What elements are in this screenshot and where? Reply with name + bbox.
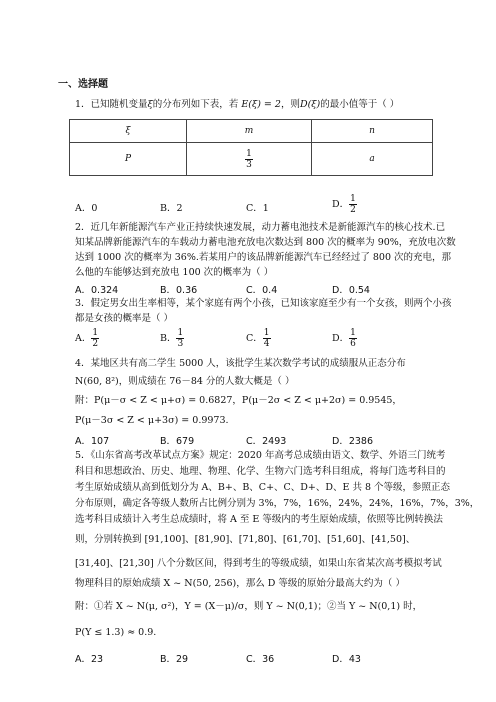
q3-option-b[interactable]: B． $\frac{1}{3}$	[160, 328, 184, 349]
q4-option-b[interactable]: B．679	[160, 436, 195, 447]
q5-line: 5．《山东省高考改革试点方案》规定：2020 年高考总成绩由语文、数学、外语三门统考	[75, 450, 446, 461]
q2-option-c[interactable]: C．0.4	[246, 285, 278, 296]
q5-line: 考生原始成绩从高到低划分为 A、B+、B、C+、C、D+、D、E 共 8 个等级，参照正态	[75, 482, 451, 493]
q5-line: 选考科目成绩计入考生总成绩时，将 A 至 E 等级内的考生原始成绩，依照等比例转换法	[75, 514, 443, 525]
section-title: 一、选择题	[58, 79, 108, 90]
q3-option-d[interactable]: D． $\frac{1}{6}$	[332, 328, 356, 349]
q1-text-b: 的分布列如下表，若	[152, 99, 239, 110]
fraction: $\frac{1}{2}$	[350, 194, 356, 215]
q2-line: 么他的车能够达到充放电 100 次的概率为（ ）	[75, 267, 274, 278]
q2-line: 知某品牌新能源汽车的车载动力蓄电池充放电次数达到 800 次的概率为 90%，充放电次数	[75, 237, 456, 248]
fraction: $\frac{1}{3}$	[177, 328, 184, 349]
q4-line: 附：P(μ－σ < Z < μ+σ) = 0.6827，P(μ－2σ < Z < μ+2σ) = 0.9545，	[75, 395, 402, 406]
q1-text-a: 1．已知随机变量	[75, 99, 148, 110]
q4-option-d[interactable]: D．2386	[332, 436, 373, 447]
q5-option-b[interactable]: B．29	[160, 654, 189, 665]
distribution-table	[69, 119, 433, 176]
table-cell: n	[312, 120, 433, 143]
table-cell: ξ	[70, 120, 187, 143]
q5-line: 物理科目的原始成绩 X ~ N(50, 256)，那么 D 等级的原始分最高大约为（ ）	[75, 578, 405, 589]
q4-option-a[interactable]: A．107	[75, 436, 110, 447]
q5-option-c[interactable]: C．36	[246, 654, 275, 665]
q1-text-d: 的最小值等于（ ）	[320, 99, 400, 110]
q5-line: 则，分别转换到 [91,100]、[81,90]、[71,80]、[61,70]、[51,60]、[41,50]、	[75, 534, 416, 545]
fraction: $\frac{1}{3}$	[246, 148, 252, 170]
q1-cond: E(ξ) = 2	[241, 99, 281, 110]
q2-option-a[interactable]: A．0.324	[75, 285, 119, 296]
q1-option-a[interactable]: A．0	[75, 203, 98, 214]
q1-text-c: ，则	[280, 99, 300, 110]
q1-var: ξ	[147, 99, 153, 110]
q3-line: 3．假定男女出生率相等，某个家庭有两个小孩，已知该家庭至少有一个女孩，则两个小孩	[75, 298, 452, 309]
q3-option-a[interactable]: A． $\frac{1}{2}$	[75, 328, 99, 349]
q5-line: 分布原则，确定各等级人数所占比例分别为 3%，7%，16%，24%，24%，16%，7%，3%，	[75, 498, 480, 509]
q2-line: 达到 1000 次的概率为 36%.若某用户的该品牌新能源汽车已经经过了 800 次的充电，那	[75, 252, 452, 263]
table-cell: m	[187, 120, 312, 143]
q4-line: N(60, 8²)，则成绩在 76－84 分的人数大概是（ ）	[75, 376, 295, 387]
q1-stem	[75, 98, 399, 111]
q1-option-b[interactable]: B．2	[160, 203, 183, 214]
table-cell	[187, 143, 312, 176]
q5-line: P(Y ≤ 1.3) ≈ 0.9.	[75, 627, 157, 638]
q4-line: 4．某地区共有高二学生 5000 人，该批学生某次数学考试的成绩服从正态分布	[75, 358, 406, 369]
fraction: $\frac{1}{6}$	[350, 328, 356, 349]
fraction: $\frac{1}{2}$	[92, 328, 99, 349]
q4-option-c[interactable]: C．2493	[246, 436, 287, 447]
q1-option-c[interactable]: C．1	[246, 203, 269, 214]
q5-option-a[interactable]: A．23	[75, 654, 104, 665]
table-cell: P	[70, 143, 187, 176]
q3-option-c[interactable]: C． $\frac{1}{4}$	[246, 328, 270, 349]
table-cell: a	[312, 143, 433, 176]
q2-option-b[interactable]: B．0.36	[160, 285, 198, 296]
q4-line: P(μ－3σ < Z < μ+3σ) = 0.9973.	[75, 415, 229, 426]
q5-line: 科目和思想政治、历史、地理、物理、化学、生物六门选考科目组成，将每门选考科目的	[75, 466, 446, 477]
q1-option-d[interactable]: D． $\frac{1}{2}$	[332, 194, 356, 215]
q3-line: 都是女孩的概率是（ ）	[75, 313, 174, 324]
q5-line: 附：①若 X ~ N(μ, σ²)，Y = (X－μ)/σ，则 Y ~ N(0,1)；②当 Y ~ N(0,1) 时，	[75, 601, 423, 612]
fraction: $\frac{1}{4}$	[263, 328, 270, 349]
q5-option-d[interactable]: D．43	[332, 654, 361, 665]
q2-option-d[interactable]: D．0.54	[332, 285, 370, 296]
q5-line: [31,40]、[21,30] 八个分数区间，得到考生的等级成绩，如果山东省某次高考模拟考试	[75, 558, 442, 569]
q1-target: D(ξ)	[299, 99, 321, 110]
q2-line: 2．近几年新能源汽车产业正持续快速发展，动力蓄电池技术是新能源汽车的核心技术.已	[75, 222, 446, 233]
